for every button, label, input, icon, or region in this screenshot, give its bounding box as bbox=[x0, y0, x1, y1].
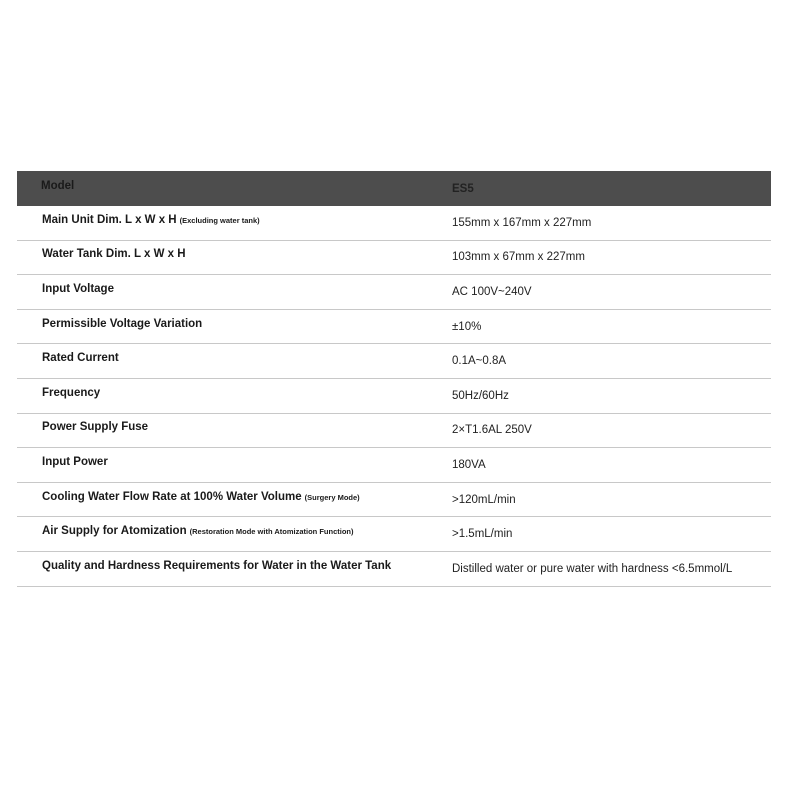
row-label-text: Water Tank Dim. L x W x H bbox=[42, 248, 186, 261]
row-value: 155mm x 167mm x 227mm bbox=[452, 216, 592, 229]
row-label-text: Main Unit Dim. L x W x H bbox=[42, 213, 177, 226]
spec-table bbox=[17, 171, 771, 587]
row-value: AC 100V~240V bbox=[452, 285, 532, 298]
row-label-text: Frequency bbox=[42, 386, 101, 399]
row-value: 0.1A~0.8A bbox=[452, 355, 507, 368]
table-row bbox=[17, 206, 771, 241]
row-value: Distilled water or pure water with hardness <6.5mmol/L bbox=[452, 562, 733, 575]
row-value: 103mm x 67mm x 227mm bbox=[452, 251, 585, 264]
row-value: >1.5mL/min bbox=[452, 528, 513, 541]
table-header bbox=[17, 171, 771, 206]
row-label-text: Quality and Hardness Requirements for Water in the Water Tank bbox=[42, 559, 392, 572]
table-row bbox=[17, 414, 771, 449]
row-label-text: Cooling Water Flow Rate at 100% Water Volume bbox=[42, 490, 302, 503]
row-value: >120mL/min bbox=[452, 493, 516, 506]
table-row bbox=[17, 517, 771, 552]
row-value: 180VA bbox=[452, 458, 486, 471]
row-label bbox=[17, 456, 427, 468]
row-value: 2×T1.6AL 250V bbox=[452, 424, 532, 437]
table-row bbox=[17, 379, 771, 414]
row-label-text: Air Supply for Atomization bbox=[42, 525, 187, 538]
header-value: ES5 bbox=[452, 182, 474, 195]
row-label bbox=[17, 214, 427, 226]
table-row bbox=[17, 241, 771, 276]
row-label bbox=[17, 525, 427, 537]
table-row bbox=[17, 483, 771, 518]
header-label: Model bbox=[41, 179, 75, 192]
row-value: ±10% bbox=[452, 320, 482, 333]
row-label bbox=[17, 318, 427, 330]
row-label bbox=[17, 352, 427, 364]
row-label-text: Power Supply Fuse bbox=[42, 421, 149, 434]
table-row bbox=[17, 275, 771, 310]
row-label-text: Rated Current bbox=[42, 352, 119, 365]
row-label-note: (Excluding water tank) bbox=[179, 215, 260, 225]
row-label-text: Permissible Voltage Variation bbox=[42, 317, 203, 330]
row-label-note: (Restoration Mode with Atomization Function) bbox=[189, 527, 354, 537]
table-row bbox=[17, 448, 771, 483]
row-label bbox=[17, 248, 427, 260]
row-label-text: Input Voltage bbox=[42, 282, 114, 295]
row-label bbox=[17, 560, 427, 572]
row-label-text: Input Power bbox=[42, 455, 108, 468]
table-row bbox=[17, 310, 771, 345]
row-label bbox=[17, 421, 427, 433]
row-label bbox=[17, 491, 427, 503]
row-label bbox=[17, 387, 427, 399]
table-row bbox=[17, 344, 771, 379]
row-label bbox=[17, 283, 427, 295]
table-row bbox=[17, 552, 771, 587]
row-value: 50Hz/60Hz bbox=[452, 389, 509, 402]
row-label-note: (Surgery Mode) bbox=[304, 492, 360, 502]
